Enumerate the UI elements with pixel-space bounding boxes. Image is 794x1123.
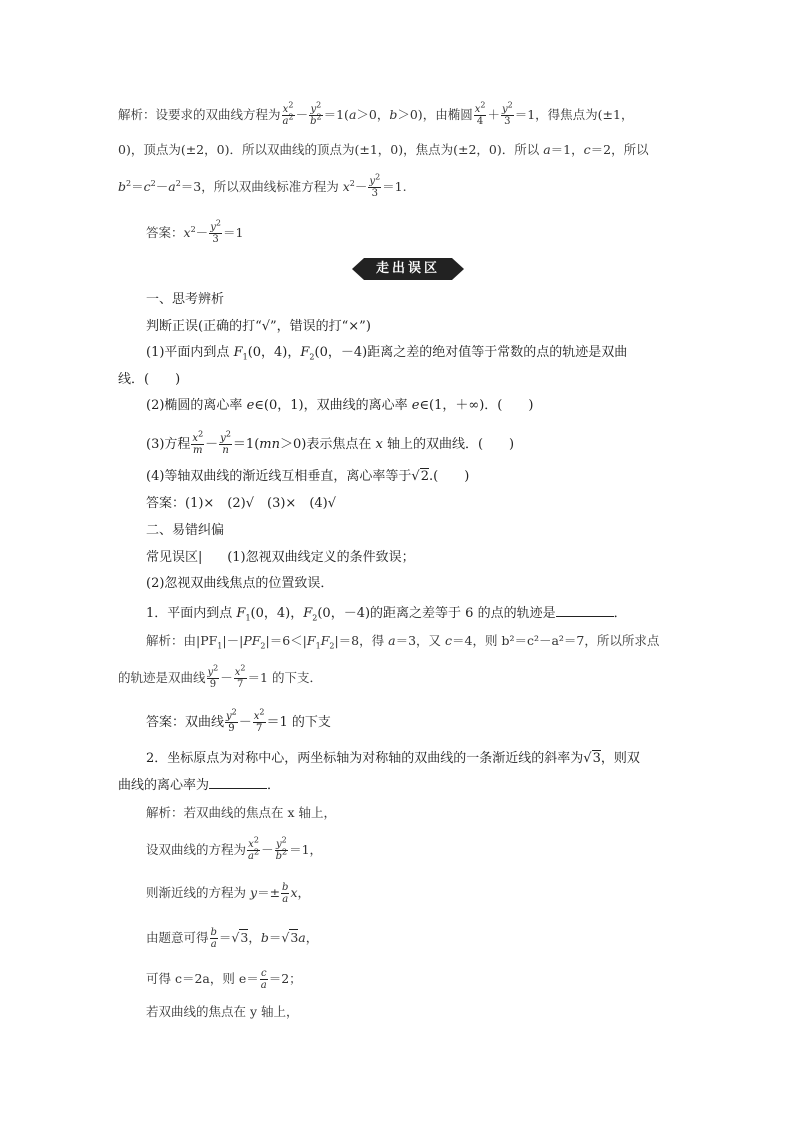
solution-line-2: 设双曲线的方程为 $\frac{x^2}{a^2}$ － $\frac{y^2}{b^2}$ ＝1， (146, 835, 323, 862)
fraction: $\frac{c}{a}$ (260, 968, 267, 991)
part1-instruction: 判断正误(正确的打“√”，错误的打“×”) (146, 319, 371, 334)
fraction: $\frac{y^2}{b^2}$ (275, 835, 288, 862)
problem-1-solution-cont: 的轨迹是双曲线 $\frac{y^2}{9}$ － $\frac{x^2}{7}$ ＝1 的下支． (118, 663, 322, 690)
section-title: 走出误区 (364, 258, 452, 280)
mistakes-line-1: 常见误区| (1)忽视双曲线定义的条件致误； (146, 550, 415, 565)
analysis-answer: 答案：$x^2-$ $\frac{y^2}{3}$ ＝1 (146, 218, 244, 245)
fraction: $\frac{x^2}{m}$ (192, 429, 204, 456)
fraction: $\frac{y^2}{b^2}$ (310, 100, 322, 127)
fraction: $\frac{x^2}{7}$ (234, 663, 246, 690)
part2-title: 二、易错纠偏 (146, 523, 225, 538)
solution-line-3: 则渐近线的方程为 y＝± $\frac{b}{a}$ x， (146, 882, 311, 905)
analysis-line-1: 解析：设要求的双曲线方程为 $\frac{x^2}{a^2}$ － $\frac{y^2}{b^2}$ ＝1(a＞0，b＞0)，由椭圆 $\frac{x^2}{4}$ ＋ $\frac{y^2}{3}$ ＝1，得焦点为(±1， (118, 100, 634, 127)
question-1: (1)平面内到点 $F_1(0$，4)，$F_2(0$，－4)距离之差的绝对值等于常数的点的轨迹是双曲 (146, 345, 628, 362)
solution-line-4: 由题意可得 $\frac{b}{a}$ ＝√3，b＝√3a， (146, 927, 319, 950)
section-banner (352, 258, 464, 280)
problem-1-answer: 答案：双曲线 $\frac{y^2}{9}$ － $\frac{x^2}{7}$ ＝1 的下支 (146, 707, 331, 734)
answer-blank[interactable] (209, 776, 267, 789)
fraction: $\frac{b}{a}$ (210, 927, 217, 950)
fraction: $\frac{y^2}{3}$ (501, 100, 513, 127)
fraction: $\frac{y^2}{9}$ (226, 707, 237, 734)
fraction: $\frac{y^2}{3}$ (369, 172, 381, 199)
question-3: (3)方程 $\frac{x^2}{m}$ － $\frac{y^2}{n}$ ＝1(mn＞0)表示焦点在 x 轴上的双曲线．( ) (146, 429, 515, 456)
fraction: $\frac{y^2}{n}$ (220, 429, 231, 456)
solution-line-1: 解析：若双曲线的焦点在 x 轴上， (146, 805, 336, 820)
answer-blank[interactable] (556, 604, 614, 617)
fraction: $\frac{x^2}{a^2}$ (248, 835, 260, 862)
solution-line-6: 若双曲线的焦点在 y 轴上， (146, 1004, 299, 1019)
analysis-line-2: 0)，顶点为(±2，0)．所以双曲线的顶点为(±1，0)，焦点为(±2，0)．所以 a＝1，c＝2，所以 (118, 142, 649, 157)
question-1-cont: 线．( ) (118, 372, 181, 387)
fraction: $\frac{x^2}{7}$ (253, 707, 265, 734)
fraction: $\frac{x^2}{a^2}$ (282, 100, 294, 127)
question-4: (4)等轴双曲线的渐近线互相垂直，离心率等于√2.( ) (146, 469, 470, 484)
part1-title: 一、思考辨析 (146, 292, 225, 307)
problem-1: 1．平面内到点 $F_1(0$，4)，$F_2(0$，－4)的距离之差等于 6 的点的轨迹是 ． (146, 606, 627, 623)
part1-answers: 答案：(1)× (2)√ (3)× (4)√ (146, 496, 337, 511)
solution-line-5: 可得 c＝2a，则 e＝ $\frac{c}{a}$ ＝2； (146, 968, 302, 991)
fraction: $\frac{y^2}{9}$ (207, 663, 219, 690)
problem-2-cont: 曲线的离心率为 ． (118, 778, 281, 793)
fraction: $\frac{b}{a}$ (282, 882, 289, 905)
fraction: $\frac{y^2}{3}$ (210, 218, 221, 245)
question-2: (2)椭圆的离心率 e∈(0，1)，双曲线的离心率 e∈(1，＋∞)．( ) (146, 398, 534, 413)
problem-2: 2．坐标原点为对称中心，两坐标轴为对称轴的双曲线的一条渐近线的斜率为√3，则双 (146, 751, 640, 766)
mistakes-line-2: (2)忽视双曲线焦点的位置致误． (146, 576, 334, 591)
analysis-line-3: $b^2=c^2-a^2=3$，所以双曲线标准方程为 $x^2-$ $\frac{y^2}{3}$ ＝1. (118, 172, 407, 199)
fraction: $\frac{x^2}{4}$ (474, 100, 486, 127)
problem-1-solution: 解析：由$|PF_1|-|PF_2|=6<|F_1F_2|=8$，得 a＝3，又 c＝4，则 b²＝c²－a²＝7，所以所求点 (146, 633, 660, 651)
